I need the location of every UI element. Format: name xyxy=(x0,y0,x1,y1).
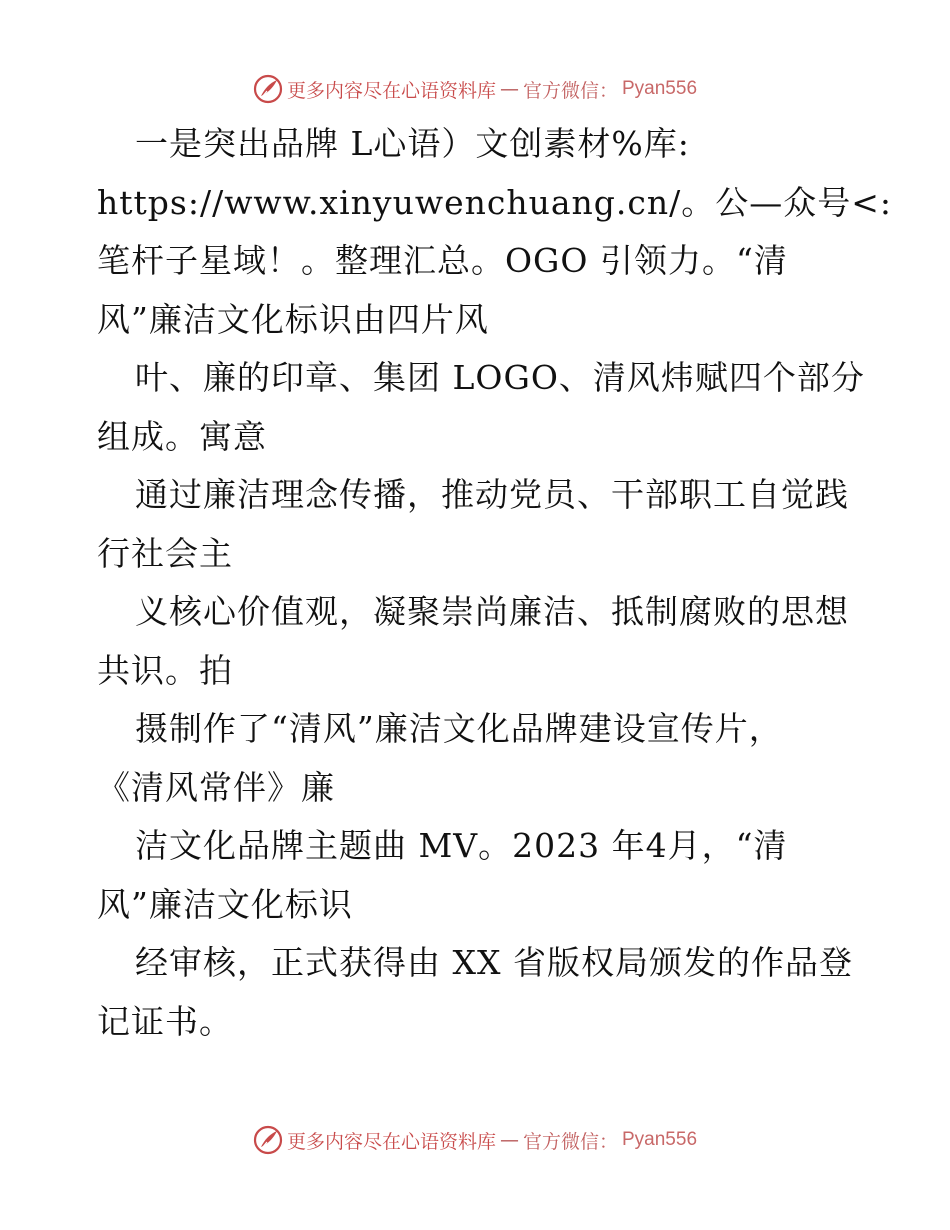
document-body xyxy=(97,115,893,1051)
watermark-wechat-id: Pyan556 xyxy=(622,1129,698,1150)
watermark-wechat-id: Pyan556 xyxy=(622,78,698,99)
body-line: 《清风常伴》廉 xyxy=(97,767,335,807)
watermark-wechat-label: 官方微信： xyxy=(522,79,618,102)
body-line: 风”廉洁文化标识 xyxy=(97,884,353,924)
header-watermark xyxy=(0,69,950,109)
quill-ink-logo-icon xyxy=(253,1125,283,1155)
body-line: 一是突出品牌 L心语）文创素材%库: xyxy=(135,124,690,163)
body-line: 叶、廉的印章、集团 LOGO、清风炜赋四个部分 xyxy=(135,358,865,397)
body-line: https://www.xinyuwenchuang.cn/。公—众号<: xyxy=(97,182,893,222)
footer-watermark xyxy=(0,1120,950,1160)
body-line: 义核心价值观，凝聚崇尚廉洁、抵制腐败的思想 xyxy=(135,592,849,631)
watermark-separator: — xyxy=(499,1129,519,1151)
watermark-brand: 更多内容尽在心语资料库 xyxy=(286,79,496,102)
body-line: 行社会主 xyxy=(97,533,233,573)
body-line: 组成。寓意 xyxy=(97,416,267,456)
body-line: 风”廉洁文化标识由四片风 xyxy=(97,299,489,339)
body-line: 摄制作了“清风”廉洁文化品牌建设宣传片， xyxy=(135,709,783,748)
body-line: 经审核，正式获得由 XX 省版权局颁发的作品登 xyxy=(135,943,853,982)
body-line: 洁文化品牌主题曲 MV。2023 年4月，“清 xyxy=(135,826,788,865)
watermark-separator: — xyxy=(499,78,519,100)
body-line: 笔杆子星域！。整理汇总。OGO 引领力。“清 xyxy=(97,241,788,280)
body-line: 通过廉洁理念传播，推动党员、干部职工自觉践 xyxy=(135,475,849,514)
body-line: 记证书。 xyxy=(97,1001,233,1041)
watermark-wechat-label: 官方微信： xyxy=(522,1130,618,1153)
body-line: 共识。拍 xyxy=(97,650,233,690)
quill-ink-logo-icon xyxy=(253,74,283,104)
watermark-brand: 更多内容尽在心语资料库 xyxy=(286,1130,496,1153)
